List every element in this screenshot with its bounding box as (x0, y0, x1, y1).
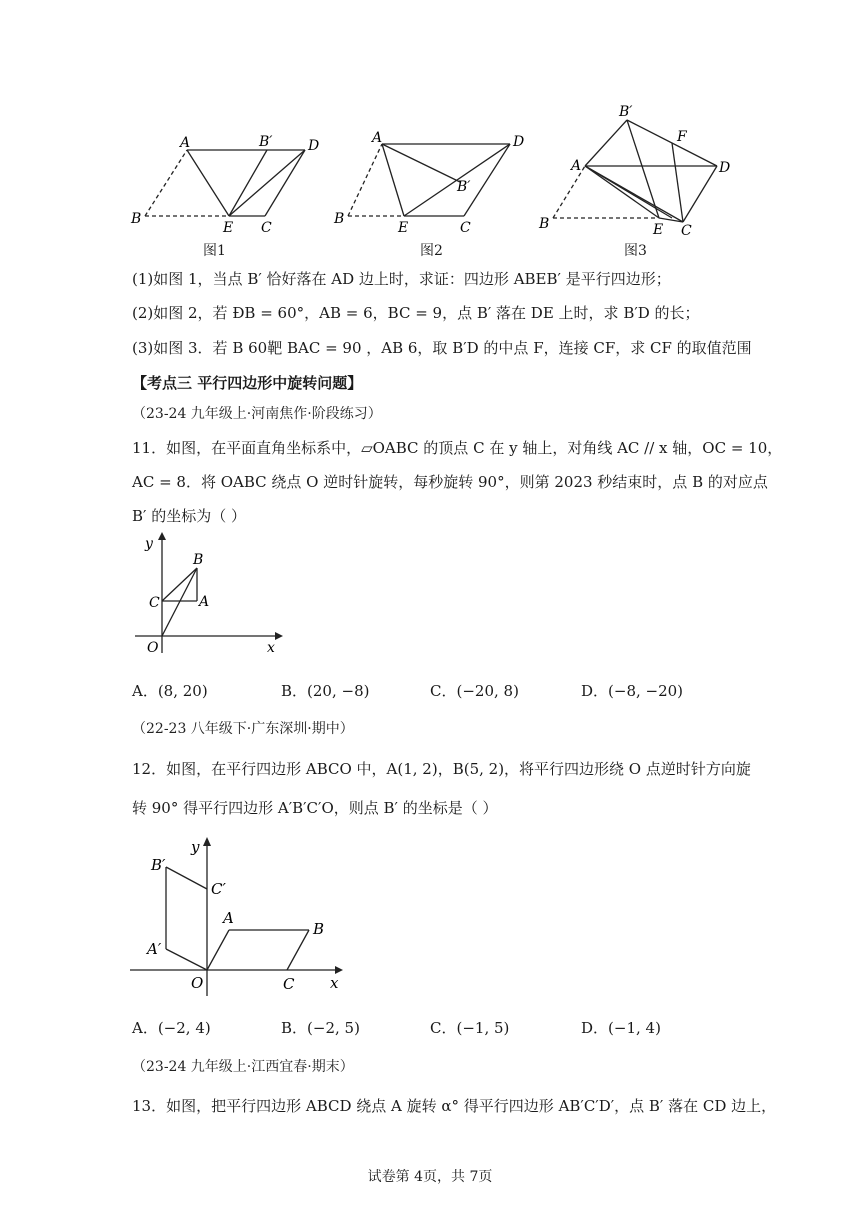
fig1-label-a: A (180, 135, 191, 151)
fig2-label-bprime: B′ (457, 179, 471, 195)
q12-fig-label-y: y (191, 838, 200, 856)
fig3-label-c: C (681, 223, 692, 238)
fig1-caption: 图1 (203, 243, 226, 259)
q12-figure (125, 832, 355, 1000)
fig3-label-bprime: B′ (619, 104, 633, 120)
q12-option-b[interactable]: B．(−2, 5) (281, 1019, 360, 1037)
q11-fig-label-b: B (193, 552, 204, 568)
q12-option-d[interactable]: D．(−1, 4) (581, 1019, 661, 1037)
q11-line2: AC = 8．将 OABC 绕点 O 逆时针旋转，每秒旋转 90°，则第 2023 秒结束时，点 B 的对应点 (132, 473, 768, 491)
q13-line1: 13．如图，把平行四边形 ABCD 绕点 A 旋转 α° 得平行四边形 AB′C′D′，点 B′ 落在 CD 边上， (132, 1097, 777, 1115)
q11-option-a[interactable]: A．(8, 20) (132, 682, 208, 700)
fig3-label-e: E (653, 222, 664, 238)
q12-option-c[interactable]: C．(−1, 5) (430, 1019, 510, 1037)
q12-fig-label-a: A (223, 909, 234, 927)
q12-fig-label-cprime: C′ (211, 880, 226, 898)
fig3-label-d: D (719, 160, 731, 176)
q11-fig-label-o: O (147, 640, 159, 656)
section-heading: 【考点三 平行四边形中旋转问题】 (132, 374, 363, 392)
q12-fig-label-bprime: B′ (151, 856, 166, 874)
q12-fig-label-aprime: A′ (147, 940, 162, 958)
q12-line1: 12．如图，在平行四边形 ABCO 中，A(1, 2)，B(5, 2)，将平行四边形绕 O 点逆时针方向旋 (132, 760, 751, 778)
fig3-label-a: A (571, 158, 582, 174)
fig2-label-e: E (398, 220, 409, 236)
fig3-caption: 图3 (624, 243, 647, 259)
q12-fig-label-c: C (283, 975, 295, 993)
fig1-label-e: E (223, 220, 234, 236)
fig3-label-f: F (677, 129, 687, 145)
q11-option-c[interactable]: C．(−20, 8) (430, 682, 519, 700)
q10-part2: (2)如图 2，若 ÐB = 60°，AB = 6，BC = 9，点 B′ 落在 DE 上时，求 B′D 的长； (132, 304, 700, 322)
fig1-label-c: C (261, 220, 272, 236)
figure-2 (330, 128, 540, 238)
q12-option-a[interactable]: A．(−2, 4) (132, 1019, 211, 1037)
figure-3 (535, 100, 740, 238)
q12-line2: 转 90° 得平行四边形 A′B′C′O，则点 B′ 的坐标是（ ） (132, 799, 498, 817)
q11-figure (125, 528, 285, 658)
q10-part3: (3)如图 3．若 B 60靶 BAC = 90 ，AB 6，取 B′D 的中点 F，连接 CF，求 CF 的取值范围 (132, 339, 752, 357)
q13-source: （23-24 九年级上·江西宜春·期末） (132, 1059, 354, 1075)
fig3-label-b: B (539, 216, 550, 232)
q11-line3: B′ 的坐标为（ ） (132, 507, 246, 525)
fig2-caption: 图2 (420, 243, 443, 259)
q11-source: （23-24 九年级上·河南焦作·阶段练习） (132, 406, 382, 422)
q12-fig-label-o: O (191, 974, 204, 992)
fig2-label-a: A (372, 130, 383, 146)
fig1-label-bprime: B′ (259, 134, 273, 150)
q11-fig-label-y: y (145, 536, 153, 552)
fig2-label-c: C (460, 220, 471, 236)
q12-source: （22-23 八年级下·广东深圳·期中） (132, 721, 354, 737)
q11-fig-label-c: C (149, 595, 160, 611)
q11-fig-label-a: A (199, 594, 210, 610)
q10-part1: (1)如图 1，当点 B′ 恰好落在 AD 边上时，求证：四边形 ABEB′ 是平行四边形； (132, 270, 671, 288)
fig1-label-b: B (131, 211, 142, 227)
q12-fig-label-b: B (313, 920, 325, 938)
q11-fig-label-x: x (267, 640, 275, 656)
figure-1 (125, 128, 330, 238)
page-footer: 试卷第 4页，共 7页 (367, 1169, 493, 1185)
fig2-label-d: D (513, 134, 525, 150)
q11-line1: 11．如图，在平面直角坐标系中，▱OABC 的顶点 C 在 y 轴上，对角线 AC // x 轴，OC = 10， (132, 439, 783, 457)
q11-option-d[interactable]: D．(−8, −20) (581, 682, 684, 700)
fig2-label-b: B (334, 211, 345, 227)
q12-fig-label-x: x (330, 974, 339, 992)
q11-option-b[interactable]: B．(20, −8) (281, 682, 370, 700)
fig1-label-d: D (308, 138, 320, 154)
